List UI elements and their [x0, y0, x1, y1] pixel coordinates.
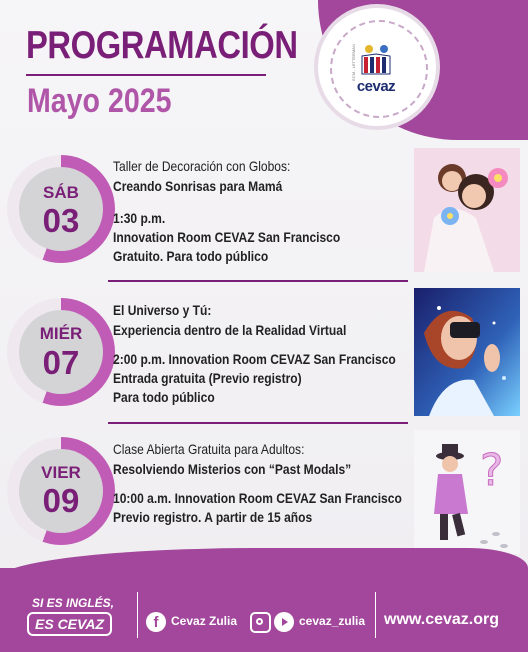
cevaz-logo-icon	[352, 44, 402, 76]
event-day: SÁB	[43, 183, 79, 202]
event-time: 1:30 p.m.	[113, 210, 166, 226]
event-note: Gratuito. Para todo público	[113, 248, 269, 264]
event-subtitle: El Universo y Tú:	[113, 302, 212, 318]
event-date: 03	[42, 202, 80, 239]
event-time-location: 10:00 a.m. Innovation Room CEVAZ San Francisco	[113, 490, 402, 506]
virtual-reality-photo	[414, 288, 520, 416]
event-subtitle: Clase Abierta Gratuita para Adultos:	[113, 441, 305, 457]
footer-separator	[137, 592, 138, 638]
event-date: 09	[42, 482, 80, 519]
facebook-icon[interactable]: f	[146, 612, 166, 632]
event-title: Resolviendo Misterios con “Past Modals”	[113, 461, 352, 477]
page-title: PROGRAMACIÓN	[26, 24, 298, 67]
svg-text:?: ?	[480, 445, 504, 496]
event-note: Para todo público	[113, 389, 215, 405]
page-subtitle: Mayo 2025	[27, 82, 172, 120]
event-location: Innovation Room CEVAZ San Francisco	[113, 229, 341, 245]
event-divider	[108, 422, 408, 424]
footer-band	[0, 568, 528, 652]
event-day: VIER	[41, 463, 81, 482]
event-day: MIÉR	[39, 324, 83, 343]
event-registration: Entrada gratuita (Previo registro)	[113, 370, 302, 386]
logo-text: cevaz	[356, 78, 396, 95]
youtube-icon[interactable]	[274, 612, 294, 632]
event-title: Creando Sonrisas para Mamá	[113, 178, 283, 194]
event-time-location: 2:00 p.m. Innovation Room CEVAZ San Francisco	[113, 351, 396, 367]
slogan-badge: ES CEVAZ	[27, 612, 112, 636]
social-handle-link[interactable]: cevaz_zulia	[299, 614, 366, 628]
logo-small-text: ECM - LETTERMAN	[350, 44, 356, 81]
mother-daughter-photo	[414, 148, 520, 272]
website-link[interactable]: www.cevaz.org	[384, 611, 499, 628]
footer-separator	[375, 592, 376, 638]
detective-illustration	[414, 430, 520, 554]
instagram-icon[interactable]	[250, 612, 271, 633]
title-divider	[26, 74, 266, 76]
slogan-top: SI ES INGLÉS,	[32, 596, 115, 610]
event-title: Experiencia dentro de la Realidad Virtual	[113, 322, 347, 338]
event-subtitle: Taller de Decoración con Globos:	[113, 158, 291, 174]
event-date: 07	[42, 344, 80, 381]
event-note: Previo registro. A partir de 15 años	[113, 509, 313, 525]
facebook-link[interactable]: Cevaz Zulia	[171, 614, 238, 628]
event-divider	[108, 280, 408, 282]
